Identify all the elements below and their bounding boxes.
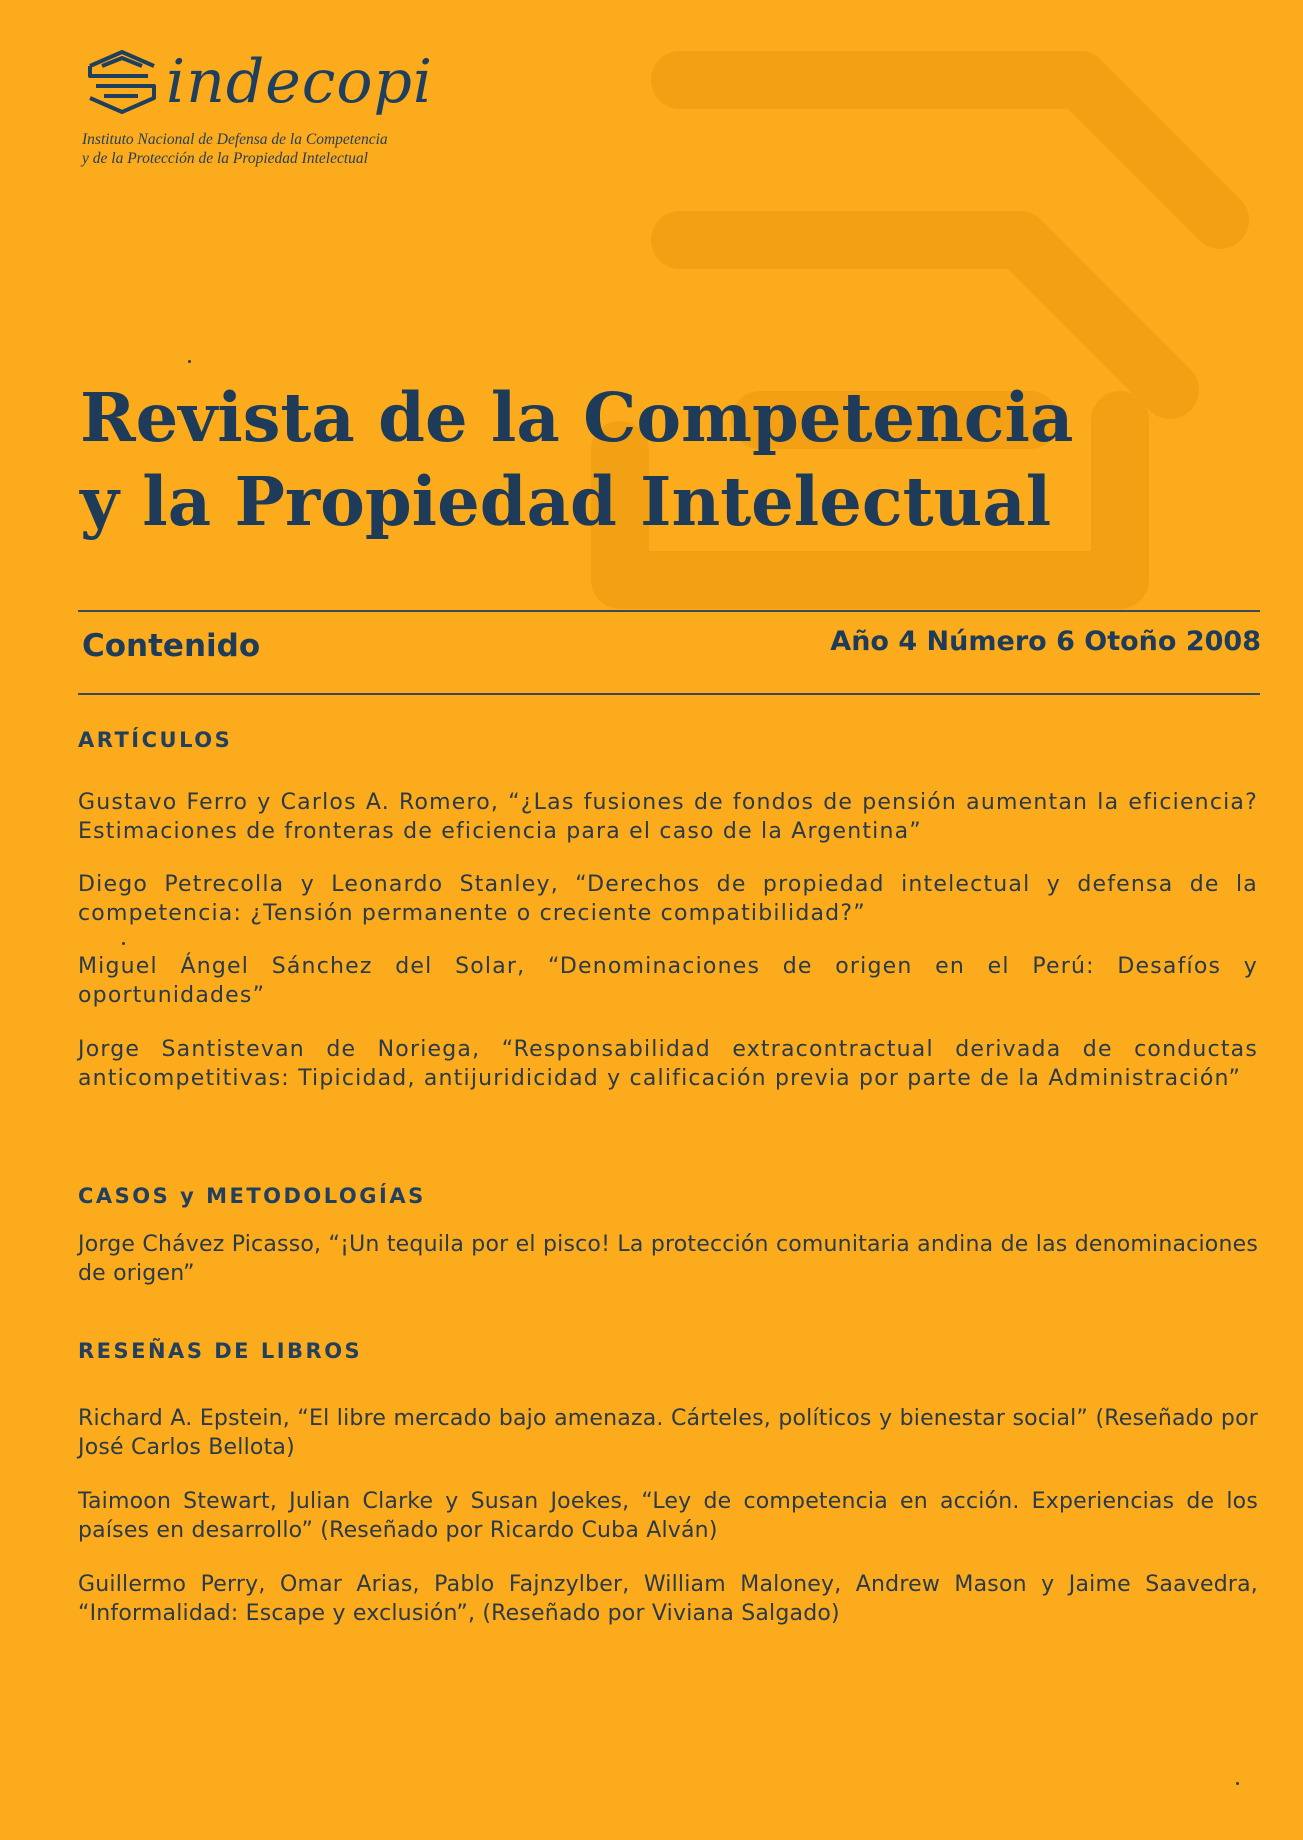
section-heading-casos: CASOS y METODOLOGÍAS <box>78 1184 426 1208</box>
review-entry: Richard A. Epstein, “El libre mercado bajo amenaza. Cárteles, políticos y bienestar social” (Reseñado por José Carlos Bellota) <box>78 1406 1258 1460</box>
print-speck <box>188 360 191 363</box>
divider-top <box>78 610 1260 612</box>
issue-info: Año 4 Número 6 Otoño 2008 <box>830 626 1261 657</box>
print-speck <box>122 942 125 945</box>
publisher-logo <box>82 48 433 168</box>
publisher-description <box>82 130 433 168</box>
journal-title-line1: Revista de la Competencia <box>80 378 1074 457</box>
section-heading-articulos: ARTÍCULOS <box>78 728 233 752</box>
case-entry: Jorge Chávez Picasso, “¡Un tequila por el pisco! La protección comunitaria andina de las denominaciones de origen” <box>78 1232 1258 1286</box>
article-entry: Diego Petrecolla y Leonardo Stanley, “Derechos de propiedad intelectual y defensa de la competencia: ¿Tensión permanente o creciente compatibilidad?” <box>78 872 1258 926</box>
article-entry: Jorge Santistevan de Noriega, “Responsabilidad extracontractual derivada de conductas anticompetitivas: Tipicidad, antijuridicidad y calificación previa por parte de la Administración” <box>78 1037 1258 1091</box>
print-speck <box>1236 1782 1239 1785</box>
section-heading-resenas: RESEÑAS DE LIBROS <box>78 1339 363 1363</box>
publisher-description-line2: y de la Protección de la Propiedad Intelectual <box>82 150 368 167</box>
review-entry: Guillermo Perry, Omar Arias, Pablo Fajnzylber, William Maloney, Andrew Mason y Jaime Saavedra, “Informalidad: Escape y exclusión”, (Reseñado por Viviana Salgado) <box>78 1572 1258 1626</box>
article-entry: Miguel Ángel Sánchez del Solar, “Denominaciones de origen en el Perú: Desafíos y oportunidades” <box>78 954 1258 1008</box>
publisher-description-line1: Instituto Nacional de Defensa de la Competencia <box>82 131 388 148</box>
journal-title-line2: y la Propiedad Intelectual <box>80 462 1052 541</box>
indecopi-emblem-icon <box>82 48 162 116</box>
publisher-name: indecopi <box>166 47 434 117</box>
contents-label: Contenido <box>82 628 261 664</box>
watermark-logo <box>560 20 1300 720</box>
article-entry: Gustavo Ferro y Carlos A. Romero, “¿Las fusiones de fondos de pensión aumentan la eficiencia? Estimaciones de fronteras de eficiencia para el caso de la Argentina” <box>78 790 1258 844</box>
review-entry: Taimoon Stewart, Julian Clarke y Susan Joekes, “Ley de competencia en acción. Experiencias de los países en desarrollo” (Reseñado por Ricardo Cuba Alván) <box>78 1489 1258 1543</box>
divider-bottom <box>78 693 1260 695</box>
journal-title <box>80 376 1260 544</box>
